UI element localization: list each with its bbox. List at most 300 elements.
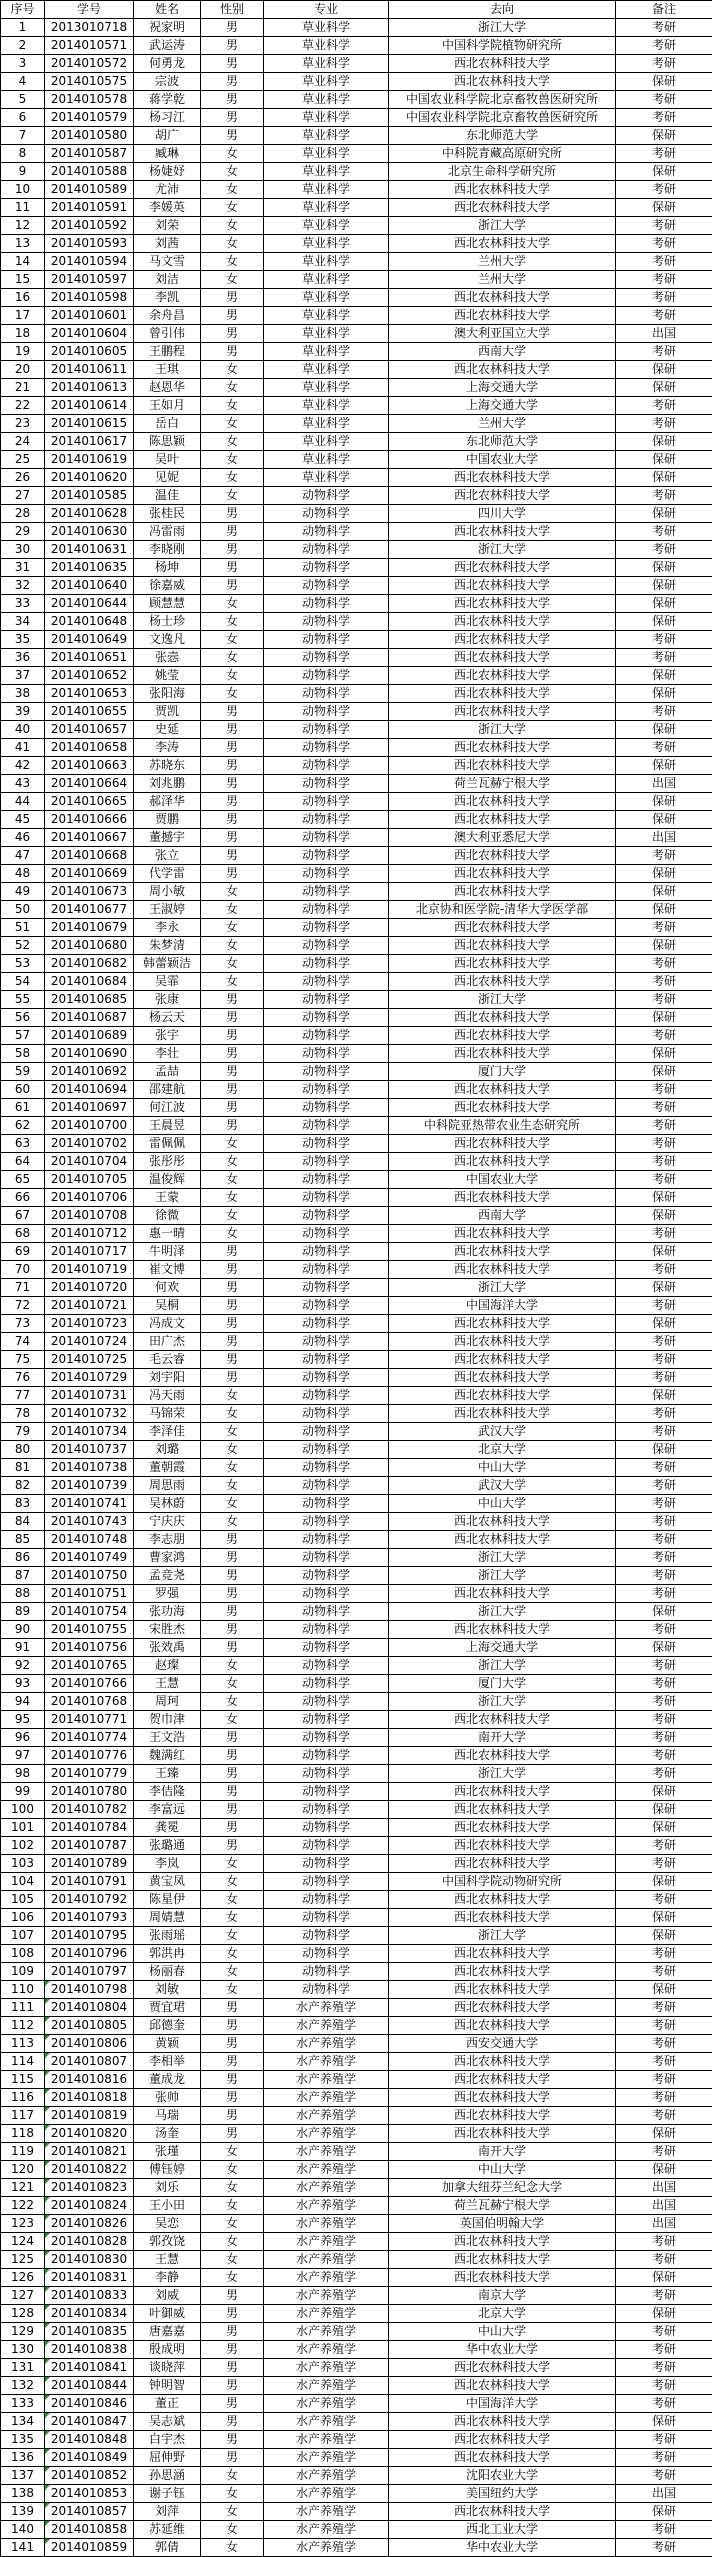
table-row — [1, 1189, 712, 1207]
cell-name: 李涛 — [134, 739, 201, 757]
cell-name: 郭倩 — [134, 2539, 201, 2557]
cell-name: 宁庆庆 — [134, 1513, 201, 1531]
cell-name: 武运涛 — [134, 37, 201, 55]
cell-destination: 西北农林科技大学 — [389, 1225, 616, 1243]
cell-gender: 男 — [201, 1063, 264, 1081]
cell-note: 考研 — [616, 1477, 712, 1495]
header-no: 序号 — [1, 1, 45, 19]
cell-major: 水产养殖学 — [264, 2287, 389, 2305]
table-row — [1, 1603, 712, 1621]
cell-gender: 男 — [201, 1117, 264, 1135]
cell-destination: 浙江大学 — [389, 1765, 616, 1783]
cell-name: 吴恋 — [134, 2215, 201, 2233]
cell-gender: 男 — [201, 1837, 264, 1855]
table-row — [1, 1621, 712, 1639]
cell-no: 132 — [1, 2377, 45, 2395]
cell-destination: 西北农林科技大学 — [389, 595, 616, 613]
cell-note: 考研 — [616, 343, 712, 361]
cell-name: 唐嘉嘉 — [134, 2323, 201, 2341]
cell-gender: 男 — [201, 2341, 264, 2359]
table-row — [1, 433, 712, 451]
table-row — [1, 703, 712, 721]
cell-no: 74 — [1, 1333, 45, 1351]
cell-no: 40 — [1, 721, 45, 739]
cell-note: 考研 — [616, 2053, 712, 2071]
cell-note: 保研 — [616, 2269, 712, 2287]
cell-destination: 西北农林科技大学 — [389, 1315, 616, 1333]
cell-major: 草业科学 — [264, 433, 389, 451]
cell-student-id: 2014010593 — [45, 235, 134, 253]
cell-note: 考研 — [616, 1297, 712, 1315]
cell-student-id: 2014010776 — [45, 1747, 134, 1765]
cell-no: 34 — [1, 613, 45, 631]
cell-major: 动物科学 — [264, 595, 389, 613]
cell-major: 动物科学 — [264, 649, 389, 667]
cell-major: 水产养殖学 — [264, 2053, 389, 2071]
cell-student-id: 2014010604 — [45, 325, 134, 343]
cell-gender: 女 — [201, 2467, 264, 2485]
table-row — [1, 397, 712, 415]
cell-name: 顾慧慧 — [134, 595, 201, 613]
cell-note: 保研 — [616, 469, 712, 487]
cell-name: 胡广 — [134, 127, 201, 145]
cell-major: 动物科学 — [264, 1927, 389, 1945]
cell-no: 77 — [1, 1387, 45, 1405]
cell-note: 考研 — [616, 289, 712, 307]
cell-no: 65 — [1, 1171, 45, 1189]
cell-gender: 女 — [201, 181, 264, 199]
cell-name: 杨坤 — [134, 559, 201, 577]
cell-student-id: 2014010806 — [45, 2035, 134, 2053]
cell-destination: 西北农林科技大学 — [389, 577, 616, 595]
cell-major: 水产养殖学 — [264, 2413, 389, 2431]
cell-note: 考研 — [616, 1765, 712, 1783]
cell-note: 保研 — [616, 1441, 712, 1459]
table-row — [1, 253, 712, 271]
cell-no: 108 — [1, 1945, 45, 1963]
cell-student-id: 2014010589 — [45, 181, 134, 199]
cell-no: 59 — [1, 1063, 45, 1081]
cell-student-id: 2014010619 — [45, 451, 134, 469]
cell-student-id: 2014010700 — [45, 1117, 134, 1135]
cell-no: 42 — [1, 757, 45, 775]
cell-gender: 女 — [201, 235, 264, 253]
table-row — [1, 1819, 712, 1837]
cell-note: 考研 — [616, 649, 712, 667]
cell-student-id: 2014010853 — [45, 2485, 134, 2503]
cell-major: 动物科学 — [264, 505, 389, 523]
cell-name: 张效禹 — [134, 1639, 201, 1657]
cell-note: 保研 — [616, 559, 712, 577]
cell-destination: 西北农林科技大学 — [389, 811, 616, 829]
cell-note: 保研 — [616, 685, 712, 703]
cell-note: 考研 — [616, 2107, 712, 2125]
cell-major: 水产养殖学 — [264, 2017, 389, 2035]
table-row — [1, 1801, 712, 1819]
cell-major: 水产养殖学 — [264, 2449, 389, 2467]
cell-destination: 西北农林科技大学 — [389, 1819, 616, 1837]
cell-name: 徐嘉威 — [134, 577, 201, 595]
cell-student-id: 2014010679 — [45, 919, 134, 937]
cell-destination: 西北农林科技大学 — [389, 1531, 616, 1549]
table-row — [1, 451, 712, 469]
cell-gender: 男 — [201, 325, 264, 343]
table-row — [1, 1387, 712, 1405]
table-row — [1, 793, 712, 811]
cell-no: 51 — [1, 919, 45, 937]
cell-destination: 西北农林科技大学 — [389, 631, 616, 649]
cell-note: 考研 — [616, 487, 712, 505]
cell-note: 考研 — [616, 37, 712, 55]
table-row — [1, 2323, 712, 2341]
cell-gender: 男 — [201, 811, 264, 829]
header-note: 备注 — [616, 1, 712, 19]
table-row — [1, 685, 712, 703]
cell-major: 动物科学 — [264, 1657, 389, 1675]
cell-name: 李晓刚 — [134, 541, 201, 559]
cell-destination: 兰州大学 — [389, 415, 616, 433]
cell-student-id: 2014010630 — [45, 523, 134, 541]
cell-gender: 男 — [201, 37, 264, 55]
cell-student-id: 2014010605 — [45, 343, 134, 361]
cell-major: 动物科学 — [264, 1135, 389, 1153]
cell-gender: 男 — [201, 829, 264, 847]
table-row — [1, 1369, 712, 1387]
cell-major: 动物科学 — [264, 937, 389, 955]
cell-gender: 男 — [201, 2287, 264, 2305]
cell-major: 动物科学 — [264, 1783, 389, 1801]
cell-no: 24 — [1, 433, 45, 451]
cell-no: 31 — [1, 559, 45, 577]
cell-major: 草业科学 — [264, 127, 389, 145]
cell-destination: 西北工业大学 — [389, 2521, 616, 2539]
cell-major: 水产养殖学 — [264, 2467, 389, 2485]
cell-name: 吴霏 — [134, 973, 201, 991]
cell-gender: 女 — [201, 2179, 264, 2197]
cell-no: 28 — [1, 505, 45, 523]
cell-major: 水产养殖学 — [264, 2233, 389, 2251]
cell-no: 6 — [1, 109, 45, 127]
table-row — [1, 343, 712, 361]
cell-gender: 女 — [201, 2503, 264, 2521]
cell-destination: 西北农林科技大学 — [389, 1981, 616, 1999]
cell-major: 动物科学 — [264, 523, 389, 541]
cell-no: 37 — [1, 667, 45, 685]
cell-name: 孟竞尧 — [134, 1567, 201, 1585]
cell-student-id: 2014010835 — [45, 2323, 134, 2341]
cell-destination: 西北农林科技大学 — [389, 1135, 616, 1153]
cell-gender: 男 — [201, 1045, 264, 1063]
cell-student-id: 2014010692 — [45, 1063, 134, 1081]
cell-no: 115 — [1, 2071, 45, 2089]
cell-student-id: 2014010669 — [45, 865, 134, 883]
cell-name: 马文雪 — [134, 253, 201, 271]
cell-name: 张桂民 — [134, 505, 201, 523]
cell-gender: 男 — [201, 55, 264, 73]
cell-student-id: 2014010640 — [45, 577, 134, 595]
table-row — [1, 361, 712, 379]
cell-student-id: 2014010580 — [45, 127, 134, 145]
cell-name: 王臻 — [134, 1765, 201, 1783]
cell-note: 保研 — [616, 73, 712, 91]
cell-major: 动物科学 — [264, 1891, 389, 1909]
cell-destination: 中国海洋大学 — [389, 1297, 616, 1315]
cell-name: 白宇杰 — [134, 2431, 201, 2449]
cell-destination: 西北农林科技大学 — [389, 1045, 616, 1063]
cell-destination: 西北农林科技大学 — [389, 235, 616, 253]
cell-name: 傅钰婷 — [134, 2161, 201, 2179]
cell-note: 考研 — [616, 55, 712, 73]
cell-no: 15 — [1, 271, 45, 289]
cell-gender: 女 — [201, 2539, 264, 2557]
cell-name: 李岚 — [134, 1855, 201, 1873]
table-row — [1, 235, 712, 253]
cell-student-id: 2014010614 — [45, 397, 134, 415]
cell-student-id: 2014010572 — [45, 55, 134, 73]
cell-student-id: 2014010831 — [45, 2269, 134, 2287]
table-row — [1, 271, 712, 289]
cell-name: 魏满红 — [134, 1747, 201, 1765]
cell-note: 保研 — [616, 1063, 712, 1081]
cell-major: 草业科学 — [264, 415, 389, 433]
cell-no: 129 — [1, 2323, 45, 2341]
cell-gender: 男 — [201, 2107, 264, 2125]
cell-destination: 西北农林科技大学 — [389, 1189, 616, 1207]
cell-destination: 华中农业大学 — [389, 2539, 616, 2557]
cell-no: 80 — [1, 1441, 45, 1459]
table-row — [1, 1207, 712, 1225]
cell-note: 考研 — [616, 2467, 712, 2485]
cell-student-id: 2014010651 — [45, 649, 134, 667]
cell-no: 36 — [1, 649, 45, 667]
cell-no: 43 — [1, 775, 45, 793]
cell-no: 27 — [1, 487, 45, 505]
cell-destination: 西北农林科技大学 — [389, 613, 616, 631]
cell-destination: 西北农林科技大学 — [389, 739, 616, 757]
cell-note: 保研 — [616, 865, 712, 883]
cell-no: 5 — [1, 91, 45, 109]
table-row — [1, 469, 712, 487]
cell-student-id: 2014010754 — [45, 1603, 134, 1621]
cell-name: 刘荣 — [134, 217, 201, 235]
cell-no: 93 — [1, 1675, 45, 1693]
table-row — [1, 1729, 712, 1747]
cell-name: 杨士珍 — [134, 613, 201, 631]
cell-no: 109 — [1, 1963, 45, 1981]
cell-destination: 西北农林科技大学 — [389, 1963, 616, 1981]
cell-note: 考研 — [616, 1693, 712, 1711]
cell-student-id: 2014010819 — [45, 2107, 134, 2125]
cell-destination: 西北农林科技大学 — [389, 361, 616, 379]
cell-note: 保研 — [616, 2413, 712, 2431]
cell-gender: 男 — [201, 739, 264, 757]
cell-major: 动物科学 — [264, 883, 389, 901]
cell-note: 考研 — [616, 955, 712, 973]
table-row — [1, 1261, 712, 1279]
cell-note: 考研 — [616, 1891, 712, 1909]
cell-gender: 男 — [201, 1009, 264, 1027]
cell-no: 75 — [1, 1351, 45, 1369]
table-row — [1, 631, 712, 649]
cell-note: 出国 — [616, 2197, 712, 2215]
cell-major: 草业科学 — [264, 217, 389, 235]
cell-name: 温佳 — [134, 487, 201, 505]
header-name: 姓名 — [134, 1, 201, 19]
cell-name: 李志朋 — [134, 1531, 201, 1549]
cell-note: 保研 — [616, 613, 712, 631]
cell-gender: 男 — [201, 343, 264, 361]
cell-note: 考研 — [616, 1351, 712, 1369]
cell-note: 考研 — [616, 2071, 712, 2089]
cell-student-id: 2014010723 — [45, 1315, 134, 1333]
cell-no: 12 — [1, 217, 45, 235]
table-row — [1, 901, 712, 919]
cell-student-id: 2014010737 — [45, 1441, 134, 1459]
cell-name: 何勇龙 — [134, 55, 201, 73]
cell-gender: 女 — [201, 487, 264, 505]
cell-note: 考研 — [616, 2359, 712, 2377]
cell-name: 田广杰 — [134, 1333, 201, 1351]
cell-note: 考研 — [616, 541, 712, 559]
table-body — [1, 19, 712, 2557]
cell-student-id: 2014010792 — [45, 1891, 134, 1909]
cell-gender: 女 — [201, 199, 264, 217]
cell-name: 吴叶 — [134, 451, 201, 469]
cell-student-id: 2014010571 — [45, 37, 134, 55]
cell-no: 101 — [1, 1819, 45, 1837]
table-row — [1, 1513, 712, 1531]
cell-gender: 男 — [201, 19, 264, 37]
cell-no: 100 — [1, 1801, 45, 1819]
cell-destination: 浙江大学 — [389, 1603, 616, 1621]
cell-name: 贺巾津 — [134, 1711, 201, 1729]
cell-no: 25 — [1, 451, 45, 469]
cell-name: 王淑婷 — [134, 901, 201, 919]
cell-student-id: 2014010838 — [45, 2341, 134, 2359]
cell-major: 草业科学 — [264, 73, 389, 91]
cell-name: 罗强 — [134, 1585, 201, 1603]
cell-no: 120 — [1, 2161, 45, 2179]
cell-no: 71 — [1, 1279, 45, 1297]
table-row — [1, 1855, 712, 1873]
cell-note: 考研 — [616, 1135, 712, 1153]
cell-no: 134 — [1, 2413, 45, 2431]
cell-destination: 浙江大学 — [389, 1927, 616, 1945]
cell-gender: 女 — [201, 361, 264, 379]
cell-student-id: 2014010663 — [45, 757, 134, 775]
cell-note: 考研 — [616, 1549, 712, 1567]
cell-student-id: 2014010756 — [45, 1639, 134, 1657]
cell-no: 66 — [1, 1189, 45, 1207]
cell-student-id: 2014010732 — [45, 1405, 134, 1423]
cell-note: 保研 — [616, 1801, 712, 1819]
cell-gender: 女 — [201, 1189, 264, 1207]
cell-destination: 西北农林科技大学 — [389, 181, 616, 199]
cell-name: 冯天雨 — [134, 1387, 201, 1405]
cell-destination: 西北农林科技大学 — [389, 523, 616, 541]
cell-destination: 西北农林科技大学 — [389, 667, 616, 685]
cell-student-id: 2014010826 — [45, 2215, 134, 2233]
cell-gender: 男 — [201, 1081, 264, 1099]
cell-no: 8 — [1, 145, 45, 163]
cell-major: 动物科学 — [264, 1117, 389, 1135]
table-row — [1, 1243, 712, 1261]
cell-no: 140 — [1, 2521, 45, 2539]
cell-no: 4 — [1, 73, 45, 91]
cell-no: 30 — [1, 541, 45, 559]
cell-no: 45 — [1, 811, 45, 829]
cell-student-id: 2014010731 — [45, 1387, 134, 1405]
cell-gender: 女 — [201, 2485, 264, 2503]
cell-major: 动物科学 — [264, 1423, 389, 1441]
cell-major: 动物科学 — [264, 1261, 389, 1279]
table-row — [1, 1927, 712, 1945]
cell-gender: 女 — [201, 451, 264, 469]
cell-note: 考研 — [616, 991, 712, 1009]
cell-no: 135 — [1, 2431, 45, 2449]
cell-gender: 男 — [201, 73, 264, 91]
cell-no: 13 — [1, 235, 45, 253]
cell-no: 111 — [1, 1999, 45, 2017]
cell-note: 考研 — [616, 1657, 712, 1675]
cell-student-id: 2014010689 — [45, 1027, 134, 1045]
table-row — [1, 1873, 712, 1891]
cell-gender: 男 — [201, 1567, 264, 1585]
table-row — [1, 595, 712, 613]
cell-no: 14 — [1, 253, 45, 271]
cell-student-id: 2014010680 — [45, 937, 134, 955]
cell-major: 动物科学 — [264, 1621, 389, 1639]
cell-major: 动物科学 — [264, 631, 389, 649]
cell-destination: 西北农林科技大学 — [389, 955, 616, 973]
cell-name: 蒋学乾 — [134, 91, 201, 109]
cell-note: 出国 — [616, 2485, 712, 2503]
cell-gender: 男 — [201, 1261, 264, 1279]
cell-no: 3 — [1, 55, 45, 73]
cell-destination: 中国农业科学院北京畜牧兽医研究所 — [389, 109, 616, 127]
cell-gender: 女 — [201, 883, 264, 901]
cell-note: 保研 — [616, 793, 712, 811]
cell-name: 邱德奎 — [134, 2017, 201, 2035]
cell-note: 保研 — [616, 2161, 712, 2179]
cell-major: 动物科学 — [264, 1297, 389, 1315]
cell-name: 黄颖 — [134, 2035, 201, 2053]
cell-gender: 女 — [201, 955, 264, 973]
cell-note: 考研 — [616, 2521, 712, 2539]
cell-name: 杨云天 — [134, 1009, 201, 1027]
cell-gender: 男 — [201, 541, 264, 559]
cell-student-id: 2014010684 — [45, 973, 134, 991]
cell-no: 87 — [1, 1567, 45, 1585]
cell-student-id: 2014010617 — [45, 433, 134, 451]
cell-name: 王慧 — [134, 1675, 201, 1693]
cell-gender: 女 — [201, 1495, 264, 1513]
cell-note: 保研 — [616, 1387, 712, 1405]
table-row — [1, 127, 712, 145]
cell-gender: 女 — [201, 1855, 264, 1873]
cell-student-id: 2014010631 — [45, 541, 134, 559]
header-destination: 去向 — [389, 1, 616, 19]
cell-student-id: 2014010796 — [45, 1945, 134, 1963]
cell-student-id: 2014010795 — [45, 1927, 134, 1945]
cell-name: 李相举 — [134, 2053, 201, 2071]
cell-destination: 西北农林科技大学 — [389, 1027, 616, 1045]
cell-name: 王文浩 — [134, 1729, 201, 1747]
table-row — [1, 55, 712, 73]
cell-major: 动物科学 — [264, 1981, 389, 1999]
cell-student-id: 2014010751 — [45, 1585, 134, 1603]
cell-no: 94 — [1, 1693, 45, 1711]
